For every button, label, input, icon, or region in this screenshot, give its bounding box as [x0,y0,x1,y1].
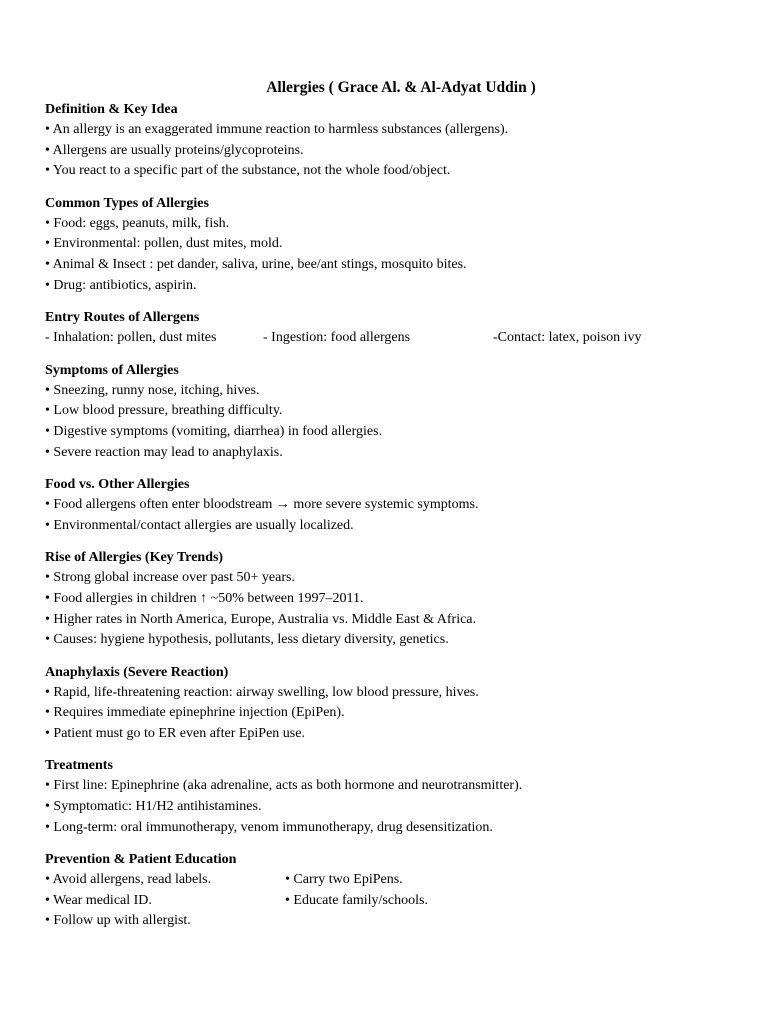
bullet-line: • Sneezing, runny nose, itching, hives. [45,382,260,398]
bullet-line: • Drug: antibiotics, aspirin. [45,277,197,293]
bullet-line: • Causes: hygiene hypothesis, pollutants, less dietary diversity, genetics. [45,632,449,648]
section-food-vs-other [45,475,745,536]
bullet-line: • Rapid, life-threatening reaction: airway swelling, low blood pressure, hives. [45,684,479,700]
section-definition [45,100,745,182]
bullet-line: • Educate family/schools. [285,892,428,908]
bullet-line: • First line: Epinephrine (aka adrenaline, acts as both hormone and neurotransmitter). [45,778,523,794]
document-title: Allergies ( Grace Al. & Al-Adyat Uddin ) [266,79,536,96]
bullet-line: • Higher rates in North America, Europe, Australia vs. Middle East & Africa. [45,611,477,627]
route-inhalation: - Inhalation: pollen, dust mites [45,330,217,346]
bullet-line: • Wear medical ID. [45,892,152,908]
bullet-line: • You react to a specific part of the substance, not the whole food/object. [45,163,451,179]
section-routes [45,308,745,349]
document-page [45,78,745,944]
bullet-line: • Patient must go to ER even after EpiPen use. [45,725,305,741]
bullet-line: • Symptomatic: H1/H2 antihistamines. [45,799,262,815]
bullet-line: • Severe reaction may lead to anaphylaxis. [45,444,283,460]
bullet-line: • Animal & Insect : pet dander, saliva, urine, bee/ant stings, mosquito bites. [45,256,467,272]
bullet-line: • Low blood pressure, breathing difficulty. [45,403,283,419]
bullet-line: • Environmental/contact allergies are usually localized. [45,517,354,533]
section-heading: Treatments [45,758,113,774]
bullet-line: • Requires immediate epinephrine injection (EpiPen). [45,705,345,721]
bullet-line: • Carry two EpiPens. [285,872,403,888]
bullet-line: • Food allergens often enter bloodstream → more severe systemic symptoms. [45,497,479,513]
section-heading: Food vs. Other Allergies [45,477,190,493]
section-heading: Definition & Key Idea [45,102,178,117]
section-heading: Prevention & Patient Education [45,852,237,868]
section-types [45,194,745,296]
route-contact: -Contact: latex, poison ivy [493,330,642,346]
section-heading: Symptoms of Allergies [45,362,179,378]
bullet-line: • Allergens are usually proteins/glycoproteins. [45,142,304,158]
section-heading: Rise of Allergies (Key Trends) [45,550,224,566]
section-symptoms [45,361,745,463]
bullet-line: • Long-term: oral immunotherapy, venom immunotherapy, drug desensitization. [45,819,493,835]
route-ingestion: - Ingestion: food allergens [263,330,411,346]
bullet-line: • Avoid allergens, read labels. [45,872,212,888]
bullet-line: • Strong global increase over past 50+ years. [45,570,295,586]
bullet-line: • Food: eggs, peanuts, milk, fish. [45,215,230,231]
prevention-row [45,870,745,891]
section-rise [45,548,745,650]
bullet-line: • Food allergies in children ↑ ~50% between 1997–2011. [45,590,364,606]
section-treatments [45,756,745,838]
section-prevention [45,850,745,932]
routes-row [45,328,745,349]
bullet-line: • Digestive symptoms (vomiting, diarrhea) in food allergies. [45,423,383,439]
section-heading: Common Types of Allergies [45,195,209,211]
section-heading: Entry Routes of Allergens [45,310,200,326]
section-heading: Anaphylaxis (Severe Reaction) [45,664,229,680]
bullet-line: • An allergy is an exaggerated immune reaction to harmless substances (allergens). [45,122,509,137]
section-anaphylaxis [45,663,745,745]
bullet-line: • Environmental: pollen, dust mites, mold. [45,236,283,252]
prevention-row [45,891,745,912]
bullet-line: • Follow up with allergist. [45,913,191,929]
